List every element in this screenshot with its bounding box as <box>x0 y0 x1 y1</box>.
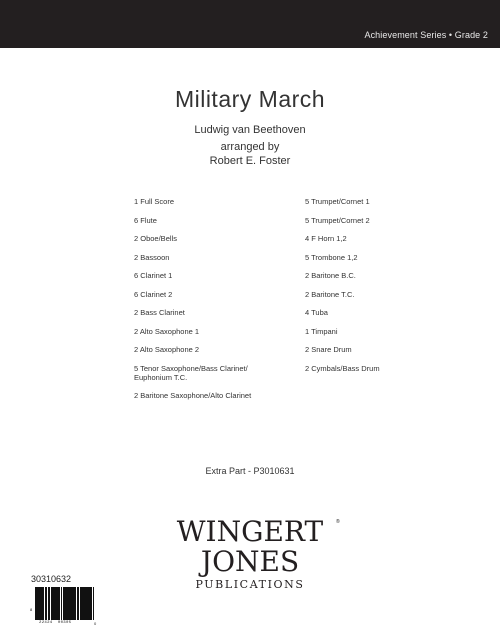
page-title: Military March <box>174 86 326 112</box>
instrument-item: 2 Baritone T.C. <box>305 289 355 299</box>
barcode-bar <box>82 587 83 620</box>
composer-name: Ludwig van Beethoven <box>194 124 306 136</box>
catalog-number: 30310632 <box>31 574 72 584</box>
barcode-right-digit: 0 <box>94 621 97 626</box>
arranged-by-label: arranged by <box>220 141 280 153</box>
instrument-item: 5 Tenor Saxophone/Bass Clarinet/ Euphonium T.C. <box>134 363 248 382</box>
instrumentation-list-left <box>134 197 294 410</box>
instrument-item: 2 Oboe/Bells <box>134 234 177 243</box>
barcode-bar <box>43 587 44 620</box>
barcode <box>30 585 98 629</box>
instrument-item: 6 Flute <box>134 215 157 225</box>
logo-wordmark-line1: WINGERT <box>176 515 324 548</box>
instrument-item: 5 Trumpet/Cornet 2 <box>305 215 370 225</box>
barcode-bars <box>35 587 93 620</box>
instrument-item: 2 Baritone B.C. <box>305 271 356 280</box>
publisher-logo <box>150 515 350 597</box>
instrument-item: 1 Full Score <box>134 197 175 206</box>
barcode-bar <box>78 587 79 620</box>
instrument-item: 2 Cymbals/Bass Drum <box>305 363 380 373</box>
instrumentation-list-right <box>305 197 465 382</box>
instrument-item: 2 Bassoon <box>134 252 170 262</box>
barcode-bar <box>75 587 76 620</box>
instrument-item: 5 Trumpet/Cornet 1 <box>305 197 370 206</box>
instrument-item: 2 Snare Drum <box>305 345 352 354</box>
barcode-bar <box>72 587 73 620</box>
instrument-item: 6 Clarinet 2 <box>134 289 173 299</box>
instrument-item: 2 Alto Saxophone 1 <box>134 326 200 336</box>
instrument-item: 2 Alto Saxophone 2 <box>134 345 200 354</box>
instrument-item: 5 Trombone 1,2 <box>305 252 358 262</box>
instrument-item: 4 Tuba <box>305 308 328 317</box>
instrument-item: 6 Clarinet 1 <box>134 271 173 280</box>
arranger-name: Robert E. Foster <box>209 155 291 167</box>
instrument-item: 4 F Horn 1,2 <box>305 234 347 243</box>
trademark-symbol: ® <box>336 519 340 525</box>
instrument-item: 2 Baritone Saxophone/Alto Clarinet <box>134 391 252 400</box>
extra-part-note: Extra Part - P3010631 <box>205 466 295 476</box>
barcode-digits: 22424 00305 <box>39 621 72 625</box>
instrument-item: 2 Bass Clarinet <box>134 308 185 317</box>
logo-wordmark-line3: PUBLICATIONS <box>195 578 305 591</box>
barcode-bar <box>56 587 57 620</box>
series-label: Achievement Series • Grade 2 <box>364 30 488 40</box>
barcode-bar <box>49 587 50 620</box>
logo-wordmark-line2: JONES <box>200 545 300 578</box>
barcode-bar <box>46 587 47 620</box>
barcode-left-digit: 8 <box>30 607 33 612</box>
header-bar <box>0 0 500 48</box>
instrument-item: 1 Timpani <box>305 326 338 336</box>
